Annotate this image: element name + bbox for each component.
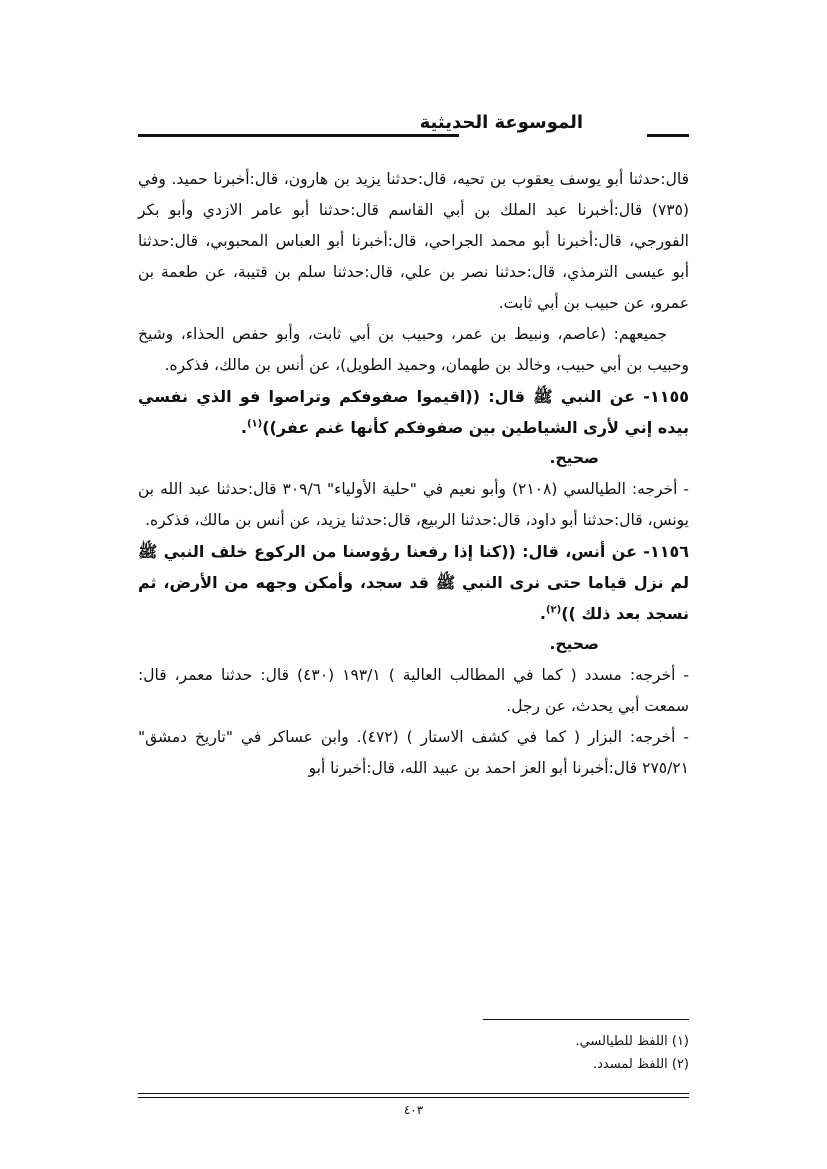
footnote-separator [483, 1019, 689, 1020]
page-number: ٤٠٣ [403, 1103, 424, 1117]
header-title: الموسوعة الحديثية [414, 112, 589, 133]
hadith-1156: ١١٥٦- عن أنس، قال: ((كنا إذا رفعنا رؤوسنا من الركوع خلف النبي ﷺ لم نزل قياما حتى نرى النبي ﷺ قد سجد، وأمكن وجهه من الأرض، ثم نسجد بعد ذلك ))$^{(٢)}$. [138, 542, 689, 623]
footnote-1: (١) اللفظ للطيالسي. [575, 1034, 689, 1049]
footnote-ref-2: (٢) [545, 604, 562, 616]
paragraph-chain-continued: قال:حدثنا أبو يوسف يعقوب بن تحيه، قال:حدثنا يزيد بن هارون، قال:أخبرنا حميد. وفي (٧٣٥) قال:أخبرنا عبد الملك بن أبي القاسم قال:حدثنا أبو عامر الازدي وأبو بكر الفورجي، قال:أخبرنا أبو محمد الجراحي، قال:أخبرنا أبو العباس المحبوبي، قال:حدثنا أبو عيسى الترمذي، قال:حدثنا نصر بن علي، قال:حدثنا سلم بن قتيبة، عن طعمة بن عمرو، عن حبيب بن أبي ثابت. [138, 170, 689, 312]
hadith-1155: ١١٥٥- عن النبي ﷺ قال: ((اقيموا صفوفكم وتراصوا فو الذي نفسي بيده إني لأرى الشياطين بين صفوفكم كأنها غنم عفر))$^{(١)}$. [138, 387, 689, 437]
takhrij-bazzar: - أخرجه: البزار ( كما في كشف الاستار ) (٤٧٢). وابن عساكر في "تاريخ دمشق" ٢٧٥/٢١ قال:أخبرنا أبو العز احمد بن عبيد الله، قال:أخبرنا أبو [138, 728, 690, 777]
hadith-1156-text: ١١٥٦- عن أنس، قال: ((كنا إذا رفعنا رؤوسنا من الركوع خلف النبي ﷺ لم نزل قياما حتى نرى النبي ﷺ قد سجد، وأمكن وجهه من الأرض، ثم نسجد بعد ذلك )) [138, 542, 689, 623]
footnote-2: (٢) اللفظ لمسدد. [592, 1057, 689, 1072]
hadith-1155-text: ١١٥٥- عن النبي ﷺ قال: ((اقيموا صفوفكم وتراصوا فو الذي نفسي بيده إني لأرى الشياطين بين صفوفكم كأنها غنم عفر)) [138, 387, 689, 437]
footer-rule-bottom [138, 1097, 689, 1098]
footnotes [138, 1030, 689, 1076]
header-rule-left [138, 134, 459, 137]
footer-rule-top [138, 1093, 689, 1094]
main-text [138, 164, 689, 784]
footnote-ref-1: (١) [246, 418, 263, 430]
page-header [138, 112, 689, 142]
grade-1155: صحيح. [549, 449, 599, 467]
paragraph-all-narrators: جميعهم: (عاصم، ونبيط بن عمر، وحبيب بن أبي ثابت، وأبو حفص الحذاء، وشيخ وحبيب بن أبي حبيب، وخالد بن طهمان، وحميد الطويل)، عن أنس بن مالك، فذكره. [138, 325, 689, 374]
grade-1156: صحيح. [549, 635, 599, 653]
header-rule-right [647, 134, 689, 137]
takhrij-tayalisi: - أخرجه: الطيالسي (٢١٠٨) وأبو نعيم في "حلية الأولياء" ٣٠٩/٦ قال:حدثنا عبد الله بن يونس، قال:حدثنا أبو داود، قال:حدثنا الربيع، قال:حدثنا يزيد، عن أنس بن مالك، فذكره. [138, 480, 689, 529]
takhrij-musaddad: - أخرجه: مسدد ( كما في المطالب العالية ) ١٩٣/١ (٤٣٠) قال: حدثنا معمر، قال: سمعت أبي يحدث، عن رجل. [138, 666, 690, 715]
